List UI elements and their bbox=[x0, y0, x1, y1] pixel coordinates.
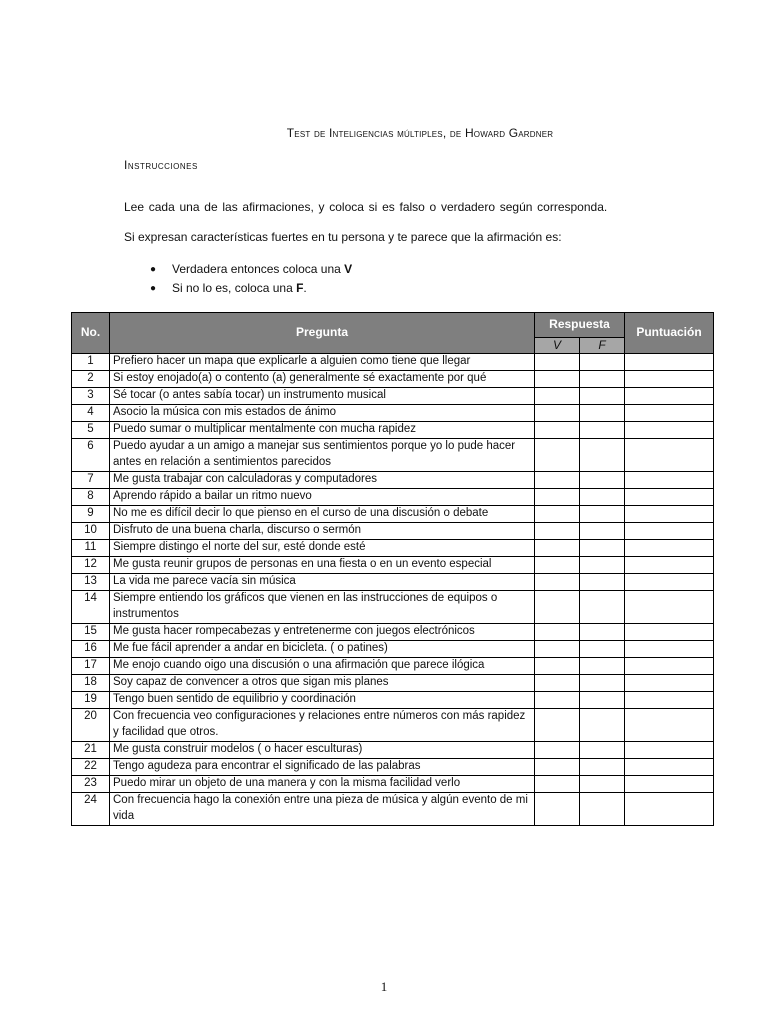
table-row bbox=[72, 405, 714, 422]
score-cell[interactable] bbox=[625, 742, 714, 759]
header-answer: Respuesta bbox=[535, 313, 625, 338]
question-number: 3 bbox=[72, 388, 110, 405]
question-text: Aprendo rápido a bailar un ritmo nuevo bbox=[110, 489, 535, 506]
question-text: Me gusta construir modelos ( o hacer esculturas) bbox=[110, 742, 535, 759]
table-row bbox=[72, 506, 714, 523]
answer-v-cell[interactable] bbox=[535, 371, 580, 388]
question-text: Me fue fácil aprender a andar en bicicleta. ( o patines) bbox=[110, 641, 535, 658]
table-row bbox=[72, 641, 714, 658]
question-number: 24 bbox=[72, 793, 110, 826]
table-row bbox=[72, 742, 714, 759]
score-cell[interactable] bbox=[625, 371, 714, 388]
answer-f-cell[interactable] bbox=[580, 759, 625, 776]
answer-f-cell[interactable] bbox=[580, 709, 625, 742]
question-text: Con frecuencia veo configuraciones y relaciones entre números con más rapidez y facilidad que otros. bbox=[110, 709, 535, 742]
answer-f-cell[interactable] bbox=[580, 540, 625, 557]
question-text: Puedo sumar o multiplicar mentalmente con mucha rapidez bbox=[110, 422, 535, 439]
question-text: Sé tocar (o antes sabía tocar) un instrumento musical bbox=[110, 388, 535, 405]
header-score: Puntuación bbox=[625, 313, 714, 354]
question-text: Prefiero hacer un mapa que explicarle a alguien como tiene que llegar bbox=[110, 354, 535, 371]
answer-v-cell[interactable] bbox=[535, 506, 580, 523]
answer-v-cell[interactable] bbox=[535, 388, 580, 405]
score-cell[interactable] bbox=[625, 388, 714, 405]
question-text: Me enojo cuando oigo una discusión o una afirmación que parece ilógica bbox=[110, 658, 535, 675]
table-row bbox=[72, 540, 714, 557]
question-number: 18 bbox=[72, 675, 110, 692]
answer-f-cell[interactable] bbox=[580, 658, 625, 675]
question-number: 15 bbox=[72, 624, 110, 641]
question-number: 22 bbox=[72, 759, 110, 776]
score-cell[interactable] bbox=[625, 793, 714, 826]
answer-f-cell[interactable] bbox=[580, 793, 625, 826]
instruction-bullets bbox=[150, 262, 352, 300]
score-cell[interactable] bbox=[625, 776, 714, 793]
answer-f-cell[interactable] bbox=[580, 675, 625, 692]
answer-f-cell[interactable] bbox=[580, 624, 625, 641]
answer-f-cell[interactable] bbox=[580, 354, 625, 371]
question-text: Me gusta hacer rompecabezas y entretenerme con juegos electrónicos bbox=[110, 624, 535, 641]
question-number: 12 bbox=[72, 557, 110, 574]
table-row bbox=[72, 523, 714, 540]
page-number: 1 bbox=[380, 979, 388, 994]
table-row bbox=[72, 709, 714, 742]
answer-v-cell[interactable] bbox=[535, 759, 580, 776]
table-row bbox=[72, 759, 714, 776]
table-row bbox=[72, 472, 714, 489]
score-cell[interactable] bbox=[625, 439, 714, 472]
section-heading: Instrucciones bbox=[124, 158, 198, 172]
answer-v-cell[interactable] bbox=[535, 692, 580, 709]
answer-v-cell[interactable] bbox=[535, 489, 580, 506]
question-text: Siempre entiendo los gráficos que vienen en las instrucciones de equipos o instrumentos bbox=[110, 591, 535, 624]
question-number: 9 bbox=[72, 506, 110, 523]
bullet-item-false bbox=[150, 281, 352, 300]
bullet-text: Verdadera entonces coloca una bbox=[172, 262, 345, 276]
questions-table bbox=[71, 312, 714, 826]
table-row bbox=[72, 371, 714, 388]
table-row bbox=[72, 591, 714, 624]
question-number: 19 bbox=[72, 692, 110, 709]
question-number: 20 bbox=[72, 709, 110, 742]
table-row bbox=[72, 658, 714, 675]
table-row bbox=[72, 557, 714, 574]
answer-f-cell[interactable] bbox=[580, 641, 625, 658]
answer-v-cell[interactable] bbox=[535, 624, 580, 641]
instruction-paragraph-1: Lee cada una de las afirmaciones, y coloca si es falso o verdadero según corresponda. bbox=[124, 200, 608, 214]
question-number: 1 bbox=[72, 354, 110, 371]
question-text: La vida me parece vacía sin música bbox=[110, 574, 535, 591]
question-number: 13 bbox=[72, 574, 110, 591]
score-cell[interactable] bbox=[625, 523, 714, 540]
answer-v-cell[interactable] bbox=[535, 591, 580, 624]
answer-f-cell[interactable] bbox=[580, 388, 625, 405]
answer-v-cell[interactable] bbox=[535, 354, 580, 371]
score-cell[interactable] bbox=[625, 472, 714, 489]
table-row bbox=[72, 675, 714, 692]
question-text: No me es difícil decir lo que pienso en el curso de una discusión o debate bbox=[110, 506, 535, 523]
answer-f-cell[interactable] bbox=[580, 439, 625, 472]
answer-f-cell[interactable] bbox=[580, 506, 625, 523]
score-cell[interactable] bbox=[625, 354, 714, 371]
question-number: 23 bbox=[72, 776, 110, 793]
score-cell[interactable] bbox=[625, 675, 714, 692]
answer-v-cell[interactable] bbox=[535, 405, 580, 422]
score-cell[interactable] bbox=[625, 405, 714, 422]
question-text: Asocio la música con mis estados de ánimo bbox=[110, 405, 535, 422]
answer-f-cell[interactable] bbox=[580, 742, 625, 759]
question-number: 4 bbox=[72, 405, 110, 422]
answer-v-cell[interactable] bbox=[535, 742, 580, 759]
table-row bbox=[72, 354, 714, 371]
bullet-dot-icon: ● bbox=[150, 264, 157, 275]
score-cell[interactable] bbox=[625, 624, 714, 641]
bullet-item-true bbox=[150, 262, 352, 281]
score-cell[interactable] bbox=[625, 692, 714, 709]
header-answer-v: V bbox=[535, 337, 580, 353]
answer-v-cell[interactable] bbox=[535, 574, 580, 591]
answer-v-cell[interactable] bbox=[535, 793, 580, 826]
score-cell[interactable] bbox=[625, 540, 714, 557]
question-number: 17 bbox=[72, 658, 110, 675]
answer-v-cell[interactable] bbox=[535, 776, 580, 793]
answer-f-cell[interactable] bbox=[580, 523, 625, 540]
question-number: 8 bbox=[72, 489, 110, 506]
answer-f-cell[interactable] bbox=[580, 472, 625, 489]
table-row bbox=[72, 793, 714, 826]
table-row bbox=[72, 692, 714, 709]
answer-f-cell[interactable] bbox=[580, 591, 625, 624]
question-number: 21 bbox=[72, 742, 110, 759]
score-cell[interactable] bbox=[625, 709, 714, 742]
header-answer-f: F bbox=[580, 337, 625, 353]
answer-v-cell[interactable] bbox=[535, 523, 580, 540]
question-text: Disfruto de una buena charla, discurso o sermón bbox=[110, 523, 535, 540]
answer-f-cell[interactable] bbox=[580, 371, 625, 388]
question-number: 7 bbox=[72, 472, 110, 489]
answer-v-cell[interactable] bbox=[535, 557, 580, 574]
question-text: Con frecuencia hago la conexión entre una pieza de música y algún evento de mi vida bbox=[110, 793, 535, 826]
question-number: 10 bbox=[72, 523, 110, 540]
question-number: 2 bbox=[72, 371, 110, 388]
instruction-paragraph-2: Si expresan características fuertes en tu persona y te parece que la afirmación es: bbox=[124, 230, 562, 244]
answer-f-cell[interactable] bbox=[580, 692, 625, 709]
question-text: Siempre distingo el norte del sur, esté donde esté bbox=[110, 540, 535, 557]
question-number: 6 bbox=[72, 439, 110, 472]
answer-v-cell[interactable] bbox=[535, 472, 580, 489]
question-number: 16 bbox=[72, 641, 110, 658]
question-text: Soy capaz de convencer a otros que sigan mis planes bbox=[110, 675, 535, 692]
answer-v-cell[interactable] bbox=[535, 540, 580, 557]
question-text: Tengo buen sentido de equilibrio y coordinación bbox=[110, 692, 535, 709]
question-text: Puedo mirar un objeto de una manera y con la misma facilidad verlo bbox=[110, 776, 535, 793]
score-cell[interactable] bbox=[625, 557, 714, 574]
score-cell[interactable] bbox=[625, 422, 714, 439]
question-text: Si estoy enojado(a) o contento (a) generalmente sé exactamente por qué bbox=[110, 371, 535, 388]
question-number: 14 bbox=[72, 591, 110, 624]
answer-f-cell[interactable] bbox=[580, 557, 625, 574]
question-text: Tengo agudeza para encontrar el significado de las palabras bbox=[110, 759, 535, 776]
bullet-text: Si no lo es, coloca una bbox=[172, 281, 297, 295]
score-cell[interactable] bbox=[625, 658, 714, 675]
table-row bbox=[72, 439, 714, 472]
header-no: No. bbox=[72, 313, 110, 354]
bullet-bold-letter: V bbox=[344, 262, 353, 276]
question-number: 11 bbox=[72, 540, 110, 557]
document-title: Test de Inteligencias múltiples, de Howard Gardner bbox=[286, 126, 554, 140]
answer-f-cell[interactable] bbox=[580, 776, 625, 793]
score-cell[interactable] bbox=[625, 759, 714, 776]
question-number: 5 bbox=[72, 422, 110, 439]
answer-v-cell[interactable] bbox=[535, 422, 580, 439]
score-cell[interactable] bbox=[625, 641, 714, 658]
bullet-bold-letter: F bbox=[296, 281, 304, 295]
bullet-suffix: . bbox=[303, 281, 307, 295]
answer-v-cell[interactable] bbox=[535, 709, 580, 742]
answer-f-cell[interactable] bbox=[580, 422, 625, 439]
bullet-dot-icon: ● bbox=[150, 283, 157, 294]
table-row bbox=[72, 776, 714, 793]
question-text: Me gusta reunir grupos de personas en una fiesta o en un evento especial bbox=[110, 557, 535, 574]
score-cell[interactable] bbox=[625, 489, 714, 506]
table-row bbox=[72, 422, 714, 439]
questions-table-body bbox=[72, 354, 714, 826]
answer-f-cell[interactable] bbox=[580, 574, 625, 591]
table-row bbox=[72, 489, 714, 506]
answer-v-cell[interactable] bbox=[535, 675, 580, 692]
answer-f-cell[interactable] bbox=[580, 405, 625, 422]
question-text: Puedo ayudar a un amigo a manejar sus sentimientos porque yo lo pude hacer antes en relación a sentimientos parecidos bbox=[110, 439, 535, 472]
answer-f-cell[interactable] bbox=[580, 489, 625, 506]
answer-v-cell[interactable] bbox=[535, 641, 580, 658]
score-cell[interactable] bbox=[625, 591, 714, 624]
answer-v-cell[interactable] bbox=[535, 658, 580, 675]
score-cell[interactable] bbox=[625, 506, 714, 523]
score-cell[interactable] bbox=[625, 574, 714, 591]
answer-v-cell[interactable] bbox=[535, 439, 580, 472]
question-text: Me gusta trabajar con calculadoras y computadores bbox=[110, 472, 535, 489]
header-question: Pregunta bbox=[110, 313, 535, 354]
table-row bbox=[72, 388, 714, 405]
table-row bbox=[72, 624, 714, 641]
table-row bbox=[72, 574, 714, 591]
